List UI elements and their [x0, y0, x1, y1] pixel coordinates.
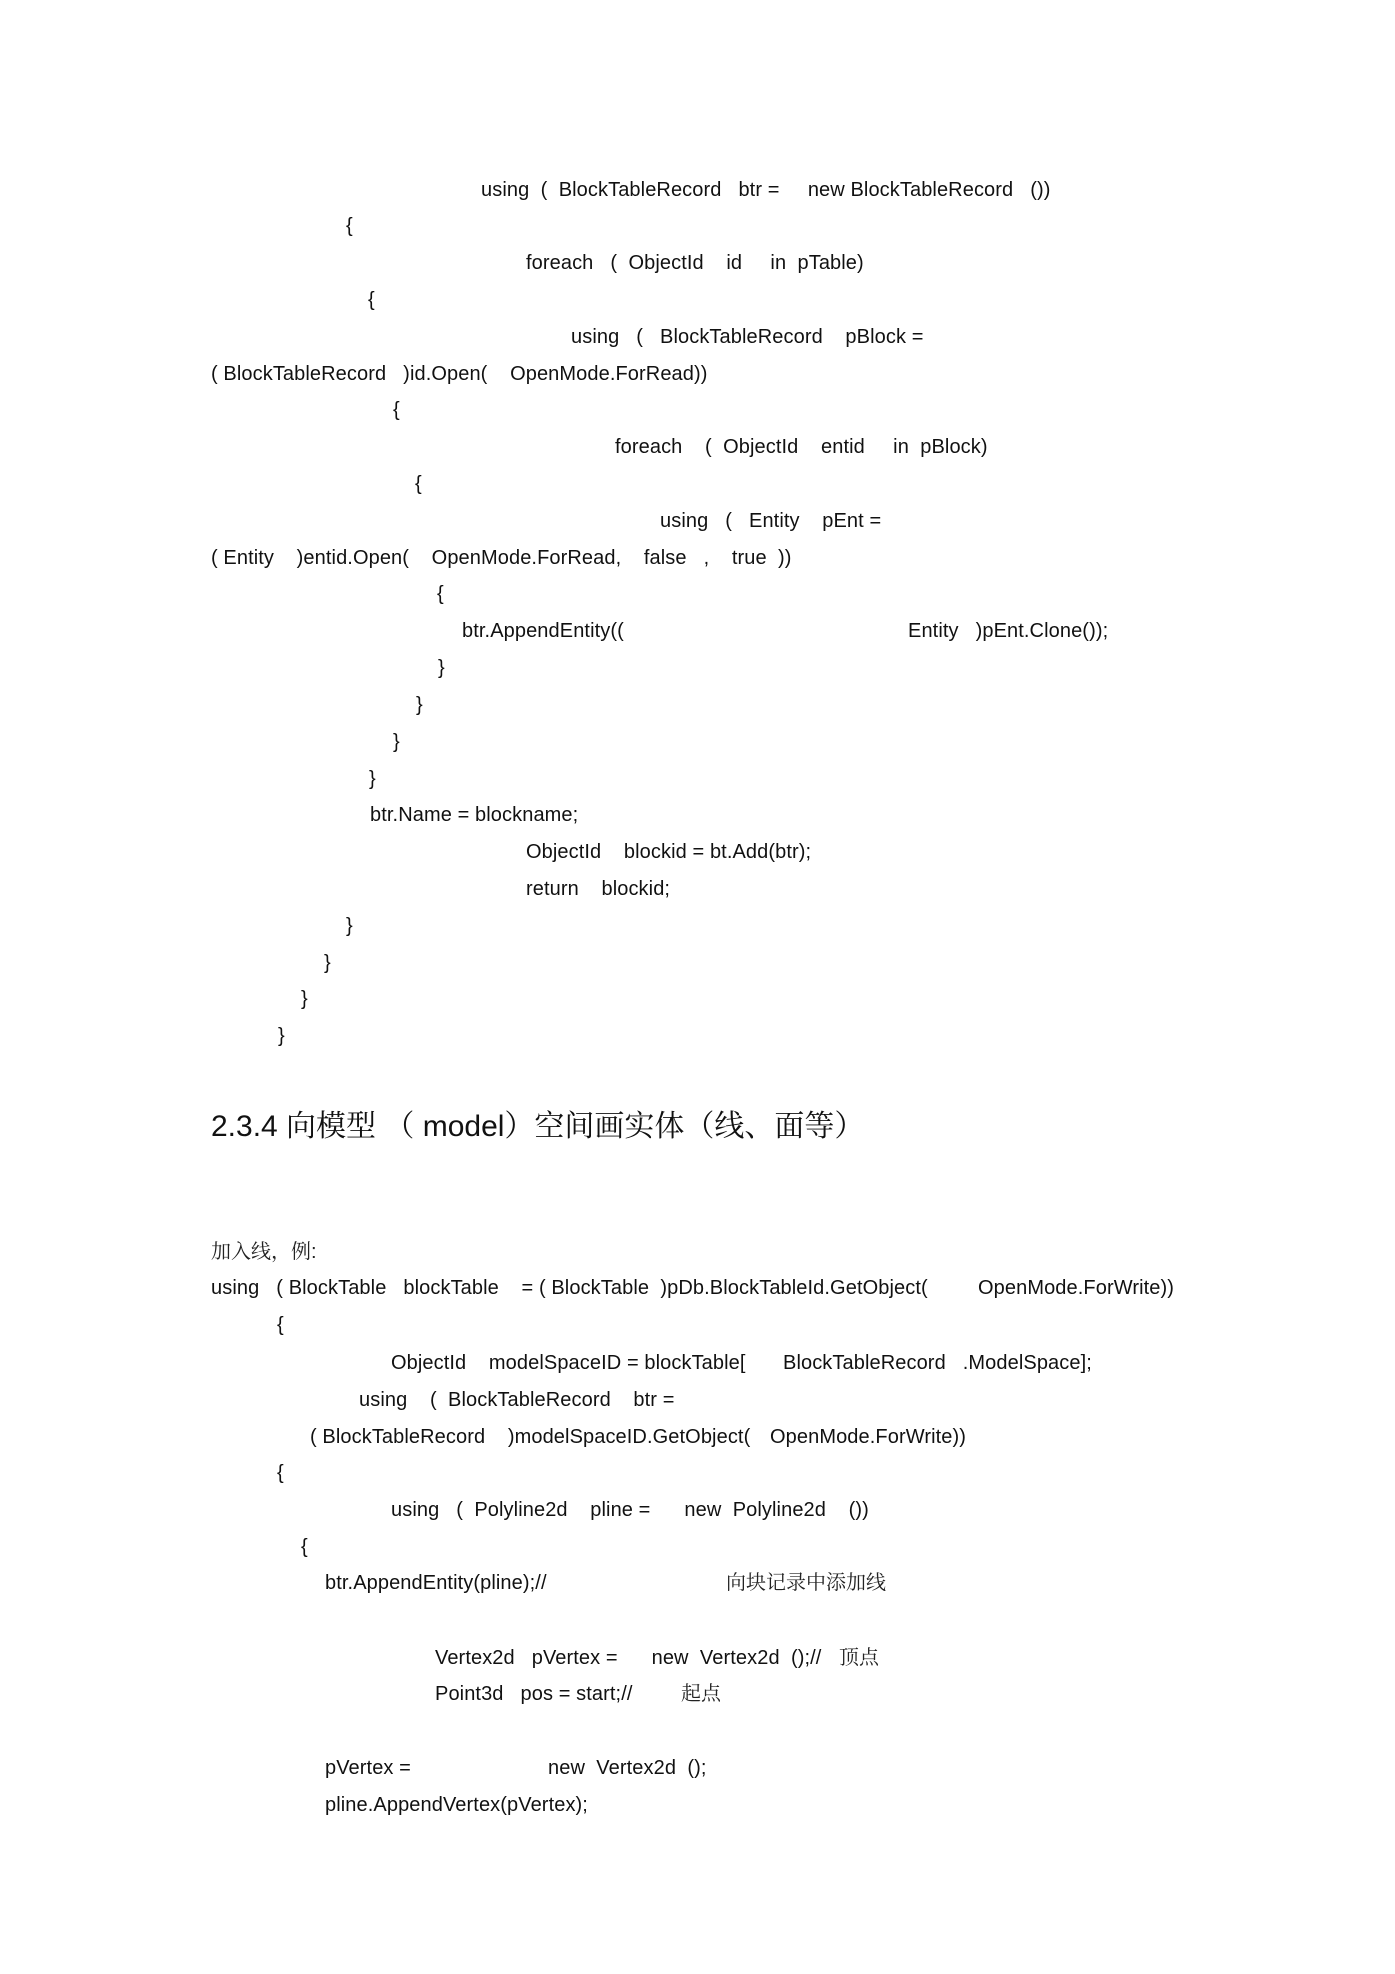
code-line: ( BlockTableRecord )id.Open( OpenMode.ForRead)): [211, 363, 708, 385]
code-line: {: [346, 215, 353, 237]
code-line: foreach ( ObjectId id in pTable): [526, 252, 864, 274]
code-line: btr.AppendEntity((: [462, 620, 624, 642]
code-line: ( BlockTableRecord )modelSpaceID.GetObject(: [310, 1426, 751, 1448]
code-line: using ( BlockTableRecord btr = new BlockTableRecord ()): [481, 179, 1051, 201]
code-line: }: [369, 768, 376, 790]
code-line: Entity )pEnt.Clone());: [908, 620, 1109, 642]
code-line: }: [393, 731, 400, 753]
intro-text: 加入线，例:: [211, 1241, 317, 1263]
code-line: }: [278, 1025, 285, 1047]
code-line: ObjectId blockid = bt.Add(btr);: [526, 841, 812, 863]
code-comment: 顶点: [839, 1647, 879, 1669]
code-line: BlockTableRecord .ModelSpace];: [783, 1352, 1092, 1374]
code-comment: 向块记录中添加线: [726, 1572, 886, 1594]
code-line: }: [438, 657, 445, 679]
code-line: {: [393, 399, 400, 421]
code-line: {: [277, 1314, 284, 1336]
code-line: ObjectId modelSpaceID = blockTable[: [391, 1352, 746, 1374]
code-line: foreach ( ObjectId entid in pBlock): [615, 436, 988, 458]
section-heading: 2.3.4 向模型 （ model）空间画实体（线、面等）: [211, 1110, 865, 1143]
code-line: ( Entity )entid.Open( OpenMode.ForRead, false , true )): [211, 547, 792, 569]
code-line: {: [437, 583, 444, 605]
code-line: using ( Entity pEnt =: [660, 510, 882, 532]
code-line: }: [301, 988, 308, 1010]
code-line: Vertex2d pVertex = new Vertex2d ();//: [435, 1647, 822, 1669]
code-line: {: [277, 1462, 284, 1484]
code-line: {: [368, 289, 375, 311]
code-line: using ( BlockTable blockTable = ( BlockTable )pDb.BlockTableId.GetObject(: [211, 1277, 928, 1299]
code-line: Point3d pos = start;//: [435, 1683, 633, 1705]
code-line: pVertex =: [325, 1757, 411, 1779]
code-line: OpenMode.ForWrite)): [978, 1277, 1175, 1299]
code-line: {: [415, 473, 422, 495]
code-line: OpenMode.ForWrite)): [770, 1426, 967, 1448]
code-line: }: [324, 952, 331, 974]
code-line: }: [416, 694, 423, 716]
code-comment: 起点: [681, 1683, 721, 1705]
code-line: return blockid;: [526, 878, 671, 900]
code-line: {: [301, 1536, 308, 1558]
code-line: }: [346, 915, 353, 937]
code-line: using ( Polyline2d pline = new Polyline2d ()): [391, 1499, 869, 1521]
code-line: btr.AppendEntity(pline);//: [325, 1572, 547, 1594]
code-line: pline.AppendVertex(pVertex);: [325, 1794, 588, 1816]
code-line: using ( BlockTableRecord btr =: [359, 1389, 675, 1411]
code-line: new Vertex2d ();: [548, 1757, 707, 1779]
code-line: using ( BlockTableRecord pBlock =: [571, 326, 924, 348]
code-line: btr.Name = blockname;: [370, 804, 579, 826]
